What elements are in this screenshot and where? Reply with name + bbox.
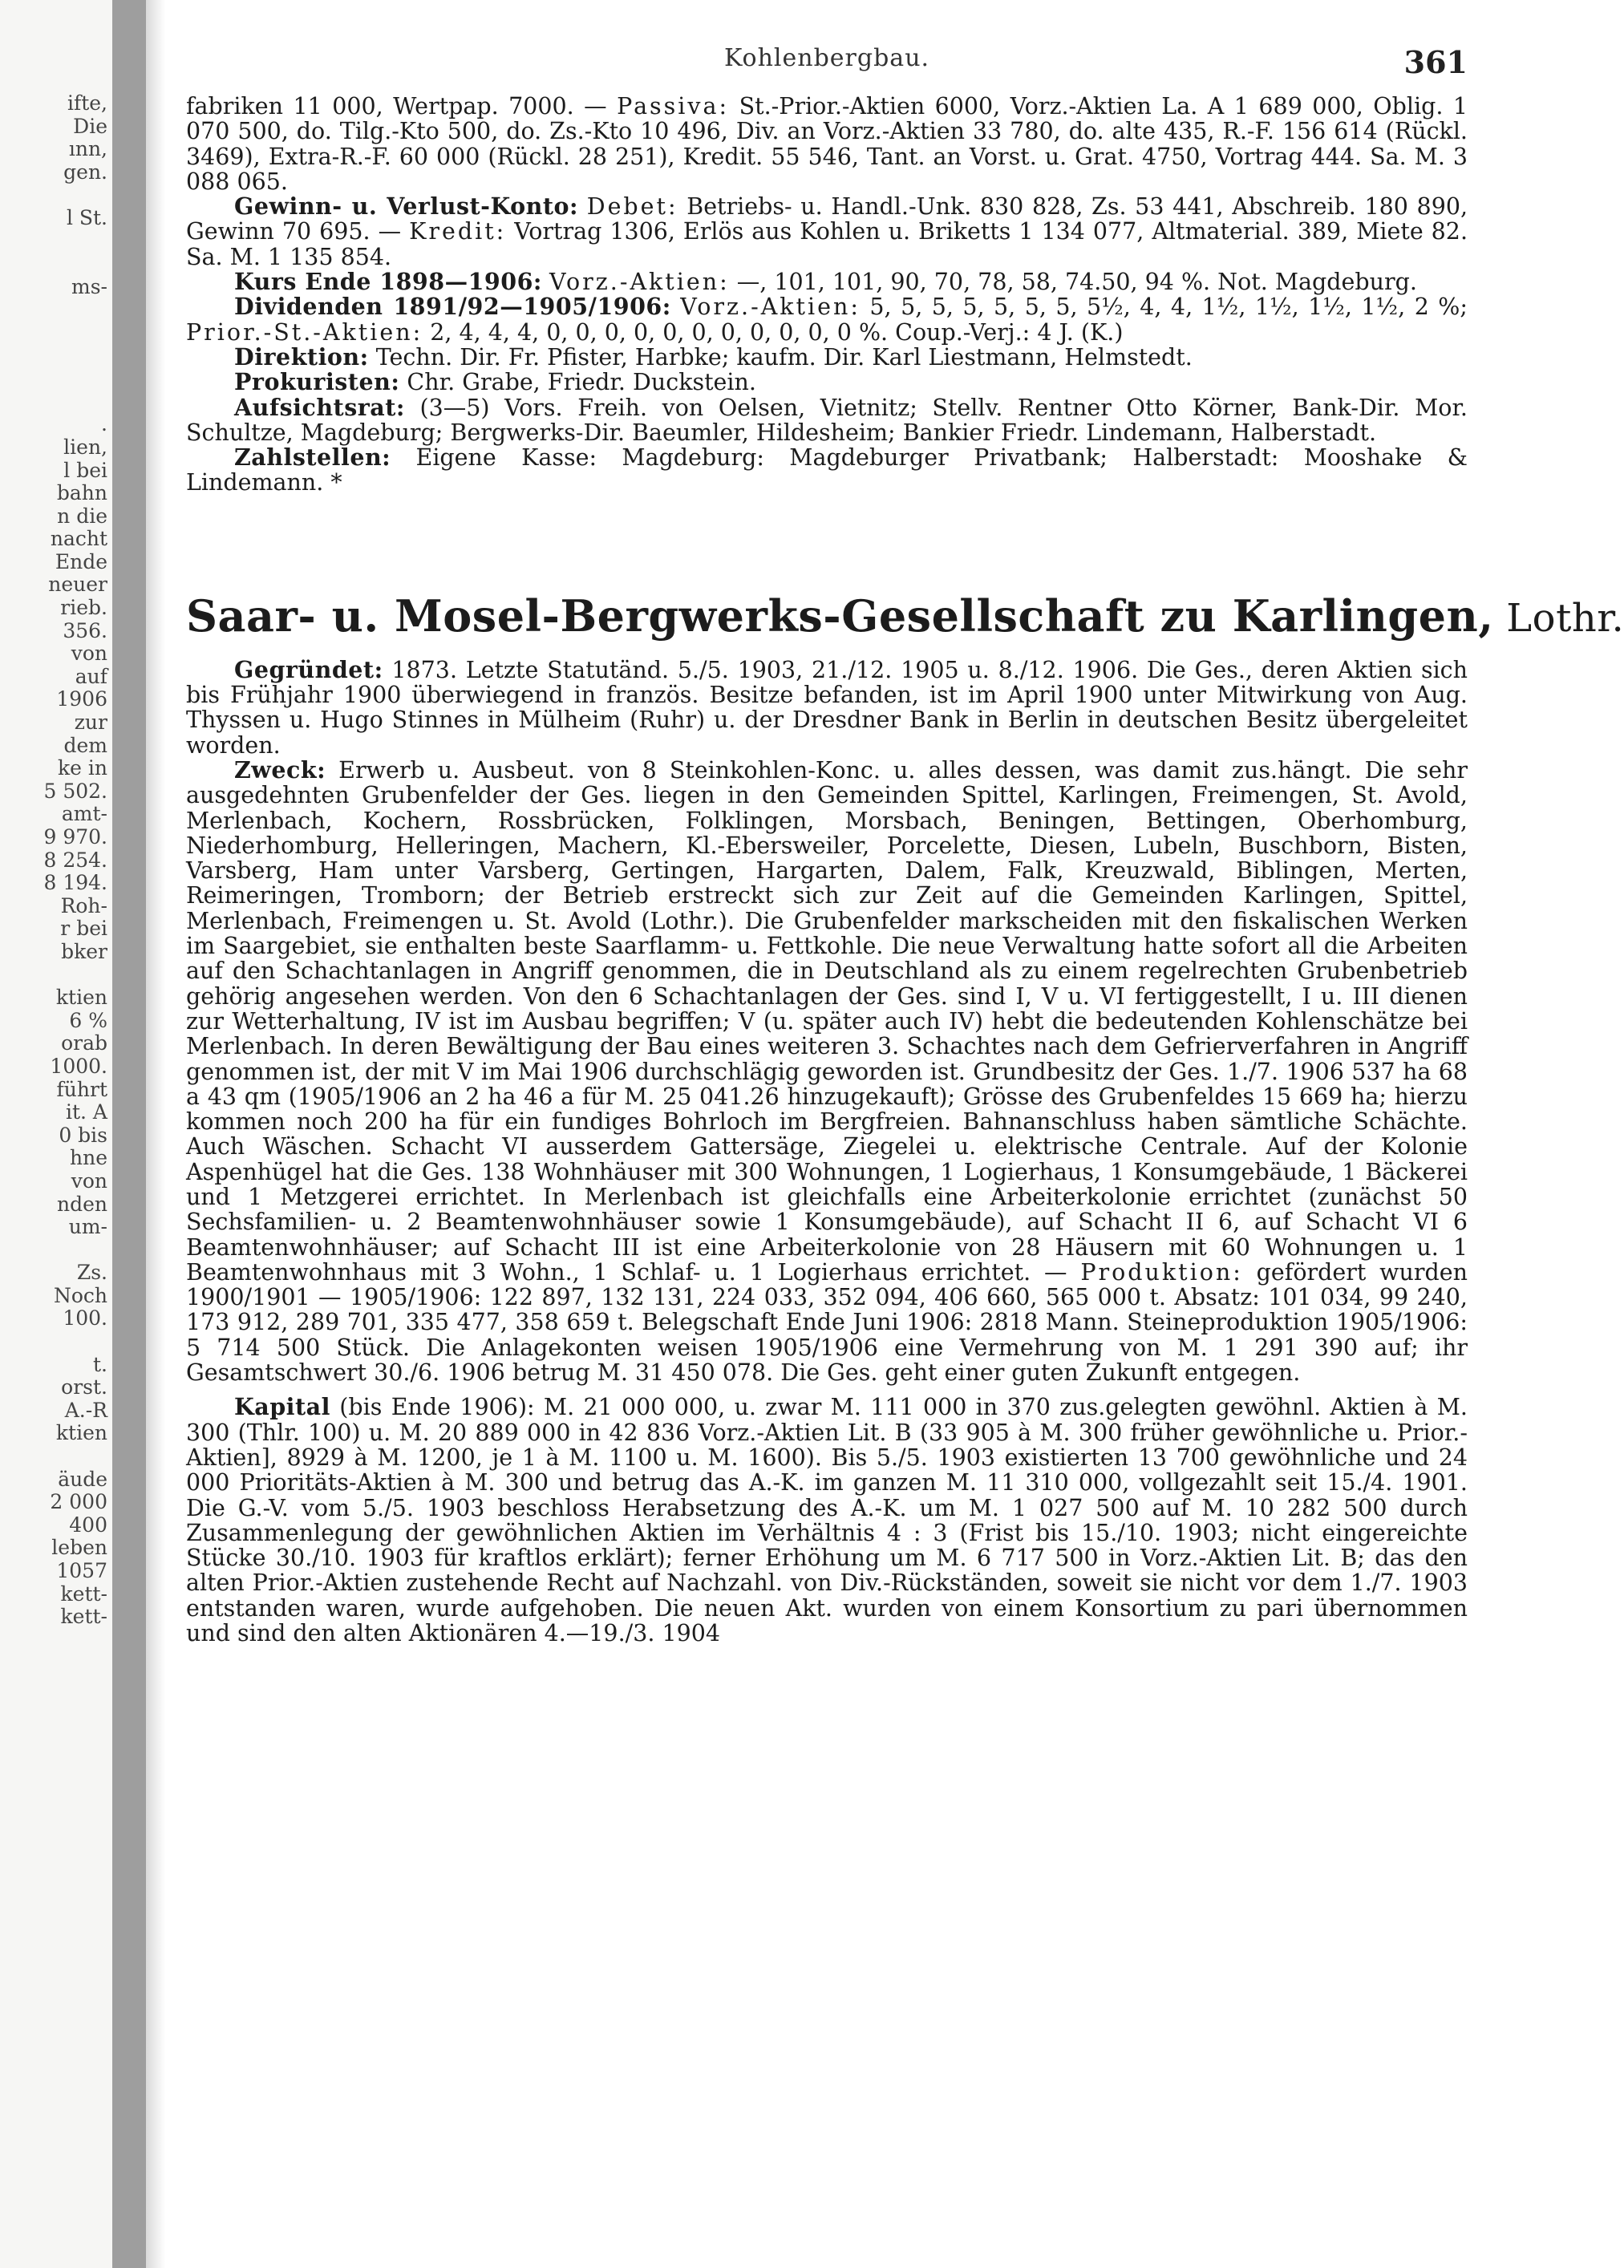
page-number: 361: [1403, 44, 1468, 80]
kapital-paragraph: Kapital (bis Ende 1906): M. 21 000 000, u. zwar M. 111 000 in 370 zus.gelegten gewöhnl. Aktien à M. 300 (Thlr. 100) u. M. 20 889 000 in 42 836 Vorz.-Aktien Lit. B (33 905 à M. 300 früher gewöhnliche u. Prior.-Aktien], 8929 à M. 1200, je 1 à M. 1100 u. M. 1600). Bis 5./5. 1903 existierten 13 700 gewöhnliche und 24 000 Prioritäts-Aktien à M. 300 und betrug das A.-K. im ganzen M. 11 310 000, vollgezahlt seit 15./4. 1901. Die G.-V. vom 5./5. 1903 beschloss Herabsetzung des A.-K. um M. 1 027 500 auf M. 10 282 500 durch Zusammenlegung der gewöhnlichen Aktien im Verhältnis 4 : 3 (Frist bis 15./10. 1903; nicht eingereichte Stücke 30./10. 1903 für kraftlos erklärt); ferner Erhöhung um M. 6 717 500 in Vorz.-Aktien Lit. B; das den alten Prior.-Aktien zustehende Recht auf Nachzahl. von Div.-Rückständen, soweit sie nicht vor dem 1./7. 1903 entstanden waren, wurde aufgehoben. Die neuen Akt. wurden von einem Konsortium zu pari übernommen und sind den alten Aktionären 4.—19./3. 1904: [186, 1393, 1468, 1647]
prokuristen-label: Prokuristen:: [234, 368, 400, 396]
kurs-paragraph: Kurs Ende 1898—1906: Vorz.-Aktien: —, 101, 101, 90, 70, 78, 58, 74.50, 94 %. Not. Magdeburg.: [234, 268, 1417, 296]
direktion-paragraph: Direktion: Techn. Dir. Fr. Pfister, Harbke; kaufm. Dir. Karl Liestmann, Helmstedt.: [234, 342, 1193, 371]
facing-page-line: leben: [51, 1536, 107, 1560]
dividenden-label: Dividenden 1891/92—1905/1906:: [234, 293, 671, 321]
dividenden-paragraph: Dividenden 1891/92—1905/1906: Vorz.-Aktien: 5, 5, 5, 5, 5, 5, 5, 5½, 4, 4, 1½, 1½, 1½, 1½, 2 %; Prior.-St.-Aktien: 2, 4, 4, 4, 0, 0, 0, 0, 0, 0, 0, 0, 0, 0, 0 %. Coup.-Verj.: 4 J. (K.): [186, 293, 1468, 346]
facing-page-line: orab: [61, 1031, 107, 1055]
facing-page-line: 0 bis: [59, 1123, 107, 1147]
gegruendet-label: Gegründet:: [234, 655, 383, 683]
facing-page-line: Roh-: [60, 893, 107, 917]
facing-page-line: n die: [57, 504, 107, 528]
facing-page-line: [0, 230, 107, 253]
facing-page-line: rieb.: [60, 596, 107, 620]
facing-page-line: 9 970.: [43, 825, 107, 848]
facing-page-line: Zs.: [76, 1261, 107, 1285]
facing-page-line: 8 254.: [43, 848, 107, 872]
facing-page-line: bahn: [56, 481, 107, 505]
facing-page-line: hne: [70, 1146, 107, 1170]
facing-page-line: von: [71, 642, 107, 666]
zweck-label: Zweck:: [234, 755, 326, 784]
facing-page-line: [0, 1445, 107, 1468]
facing-page-line: 1000.: [50, 1054, 107, 1078]
passiva-label: Passiva:: [617, 93, 730, 119]
facing-page-line: [0, 298, 107, 322]
company-title: Saar- u. Mosel-Bergwerks-Gesellschaft zu Karlingen, Lothr.: [186, 589, 1624, 642]
facing-page-line: 1057: [56, 1559, 107, 1582]
facing-page-line: 356.: [63, 618, 107, 642]
facing-page-line: zur: [74, 711, 107, 735]
facing-page-line: Ende: [55, 549, 107, 573]
facing-page-line: l bei: [63, 458, 107, 482]
gutter-shadow: [146, 0, 165, 2268]
facing-page-line: 1906: [56, 687, 107, 711]
facing-page-line: amt-: [61, 802, 107, 826]
facing-page-edge: [0, 0, 112, 2268]
facing-page-line: 100.: [63, 1306, 107, 1330]
facing-page-line: dem: [63, 733, 107, 757]
produktion-label: Produktion:: [1080, 1258, 1243, 1286]
facing-page-line: ınn,: [68, 137, 107, 161]
running-head: [186, 44, 1468, 94]
facing-page-line: t.: [93, 1352, 107, 1376]
facing-page-line: [0, 367, 107, 391]
prokuristen-paragraph: Prokuristen: Chr. Grabe, Friedr. Duckstein.: [234, 368, 756, 396]
facing-page-line: [0, 345, 107, 368]
facing-page-line: von: [71, 1168, 107, 1193]
facing-page-line: [0, 322, 107, 345]
facing-page-line: auf: [75, 664, 107, 688]
facing-page-line: Die: [73, 114, 107, 138]
zahlstellen-paragraph: Zahlstellen: Eigene Kasse: Magdeburg: Magdeburger Privatbank; Halberstadt: Mooshake & Lindemann. *: [186, 443, 1468, 496]
facing-page-line: neuer: [48, 573, 107, 597]
facing-page-line: [0, 1330, 107, 1354]
facing-page-line: ktien: [55, 1421, 107, 1445]
facing-page-line: .: [101, 412, 107, 436]
book-gutter: [112, 0, 146, 2268]
facing-page-line: kett-: [60, 1605, 107, 1629]
kapital-label: Kapital: [234, 1393, 330, 1421]
facing-page-line: A.-R: [64, 1398, 107, 1422]
section-gap: [186, 496, 1468, 590]
facing-page-line: lien,: [63, 435, 107, 459]
facing-page-line: it. A: [66, 1100, 107, 1124]
direktion-label: Direktion:: [234, 342, 369, 371]
facing-page-line: [0, 253, 107, 276]
facing-page-line: 5 502.: [43, 779, 107, 803]
zahlstellen-label: Zahlstellen:: [234, 443, 391, 472]
kurs-label: Kurs Ende 1898—1906:: [234, 268, 542, 296]
facing-page-line: 400: [69, 1513, 107, 1537]
facing-page-line: [0, 391, 107, 414]
running-title: Kohlenbergbau.: [723, 44, 930, 72]
aufsichtsrat-paragraph: Aufsichtsrat: (3—5) Vors. Freih. von Oelsen, Vietnitz; Stellv. Rentner Otto Körner, Bank-Dir. Mor. Schultze, Magdeburg; Bergwerks-Dir. Baeumler, Hildesheim; Bankier Friedr. Lindemann, Halberstadt.: [186, 393, 1468, 446]
facing-page-text: [0, 92, 107, 1629]
facing-page-line: [0, 1239, 107, 1262]
facing-page-line: bker: [61, 939, 107, 963]
facing-page-line: um-: [68, 1215, 107, 1239]
facing-page-line: ms-: [71, 274, 107, 298]
facing-page-line: nden: [56, 1192, 107, 1216]
facing-page-line: ktien: [55, 986, 107, 1010]
facing-page-line: führt: [56, 1077, 107, 1101]
facing-page-line: äude: [58, 1467, 107, 1491]
facing-page-line: gen.: [63, 160, 107, 184]
zweck-paragraph: Zweck: Erwerb u. Ausbeut. von 8 Steinkohlen-Konc. u. alles dessen, was damit zus.hängt. Die sehr ausgedehnten Grubenfelder der Ges. liegen in den Gemeinden Spittel, Karlingen, Freimengen, St. Avold, Merlenbach, Kochern, Rossbrücken, Folklingen, Morsbach, Beningen, Bettingen, Oberhomburg, Niederhomburg, Helleringen, Machern, Kl.-Ebersweiler, Porcelette, Diesen, Lubeln, Buschborn, Bisten, Varsberg, Ham unter Varsberg, Gertingen, Hargarten, Dalem, Falk, Kreuzwald, Biblingen, Merten, Reimeringen, Tromborn; der Betrieb erstreckt sich zur Zeit auf die Gemeinden Karlingen, Spittel, Merlenbach, Freimengen u. St. Avold (Lothr.). Die Grubenfelder markscheiden mit den fiskalischen Werken im Saargebiet, sie enthalten beste Saarflamm- u. Fettkohle. Die neue Verwaltung hatte sofort all die Arbeiten auf den Schachtanlagen in Angriff genommen, die in Deutschland als zu einem regelrechten Grubenbetrieb gehörig angesehen werden. Von den 6 Schachtanlagen der Ges. sind I, V u. VI fertiggestellt, I u. III dienen zur Wetterhaltung, IV ist im Ausbau begriffen; V (u. später auch IV) hebt die bedeutenden Kohlenschätze bei Merlenbach. In deren Bewältigung der Bau eines weiteren 3. Schachtes nach dem Gefrierverfahren in Angriff genommen ist, der mit V im Mai 1906 durchschlägig geworden ist. Grundbesitz der Ges. 1./7. 1906 537 ha 68 a 43 qm (1905/1906 an 2 ha 46 a für M. 25 041.26 hinzugekauft); Grösse des Grubenfeldes 15 669 ha; hierzu kommen noch 200 ha für ein fundiges Bohrloch im Bergfreien. Bahnanschluss haben sämtliche Schächte. Auch Wäschen. Schacht VI ausserdem Gattersäge, Ziegelei u. elektrische Centrale. Auf der Kolonie Aspenhügel hat die Ges. 138 Wohnhäuser mit 300 Wohnungen, 1 Logierhaus, 1 Konsumgebäude, 1 Bäckerei und 1 Metzgerei errichtet. In Merlenbach ist gleichfalls eine Arbeiterkolonie errichtet (zunächst 50 Sechsfamilien- u. 2 Beamtenwohnhäuser sowie 1 Konsumgebäude), auf Schacht II 6, auf Schacht VI 6 Beamtenwohnhäuser; auf Schacht III ist eine Arbeiterkolonie von 28 Häusern mit 60 Wohnungen u. 1 Beamtenwohnhaus mit 3 Wohn., 1 Schlaf- u. 1 Logierhaus errichtet. — Produktion: gefördert wurden 1900/1901 — 1905/1906: 122 897, 132 131, 224 033, 352 094, 406 660, 565 000 t. Absatz: 101 034, 99 240, 173 912, 289 701, 335 477, 358 659 t. Belegschaft Ende Juni 1906: 2818 Mann. Steineproduktion 1905/1906: 5 714 500 Stück. Die Anlagekonten weisen 1905/1906 eine Vermehrung von M. 1 291 390 auf; ihr Gesamtschwert 30./6. 1906 betrug M. 31 450 078. Die Ges. geht einer guten Zukunft entgegen.: [186, 755, 1468, 1387]
page: [186, 44, 1624, 2242]
facing-page-line: kett-: [60, 1582, 107, 1606]
facing-page-line: 8 194.: [43, 871, 107, 895]
gewinn-verlust-paragraph: Gewinn- u. Verlust-Konto: Debet: Betriebs- u. Handl.-Unk. 830 828, Zs. 53 441, Abschreib. 180 890, Gewinn 70 695. — Kredit: Vortrag 1306, Erlös aus Kohlen u. Briketts 1 134 077, Altmaterial. 389, Miete 82. Sa. M. 1 135 854.: [186, 192, 1468, 270]
facing-page-line: nacht: [50, 527, 107, 551]
facing-page-line: Noch: [53, 1283, 107, 1307]
facing-page-line: r bei: [60, 917, 107, 941]
facing-page-line: 6 %: [69, 1008, 107, 1032]
facing-page-line: [0, 184, 107, 207]
passiva-paragraph: fabriken 11 000, Wertpap. 7000. — Passiva: St.-Prior.-Aktien 6000, Vorz.-Aktien La. A 1 689 000, Oblig. 1 070 500, do. Tilg.-Kto 500, do. Zs.-Kto 10 496, Div. an Vorz.-Aktien 33 780, do. alte 435, R.-F. 156 614 (Rückl. 3469), Extra-R.-F. 60 000 (Rückl. 28 251), Kredit. 55 546, Tant. an Vorst. u. Grat. 4750, Vortrag 444. Sa. M. 3 088 065.: [186, 93, 1468, 195]
facing-page-line: [0, 964, 107, 987]
facing-page-line: ke in: [58, 756, 107, 780]
facing-page-line: orst.: [61, 1375, 107, 1399]
facing-page-line: 2 000: [50, 1490, 107, 1514]
gewinn-label: Gewinn- u. Verlust-Konto:: [234, 192, 579, 221]
aufsichtsrat-label: Aufsichtsrat:: [234, 393, 405, 421]
facing-page-line: ifte,: [67, 91, 107, 115]
gegruendet-paragraph: Gegründet: 1873. Letzte Statutänd. 5./5. 1903, 21./12. 1905 u. 8./12. 1906. Die Ges., deren Aktien sich bis Frühjahr 1900 überwiegend in französ. Besitze befanden, ist im April 1900 unter Mitwirkung von Aug. Thyssen u. Hugo Stinnes in Mülheim (Ruhr) u. der Dresdner Bank in Berlin in deutschen Besitz übergeleitet worden.: [186, 655, 1468, 759]
facing-page-line: l St.: [66, 205, 107, 229]
